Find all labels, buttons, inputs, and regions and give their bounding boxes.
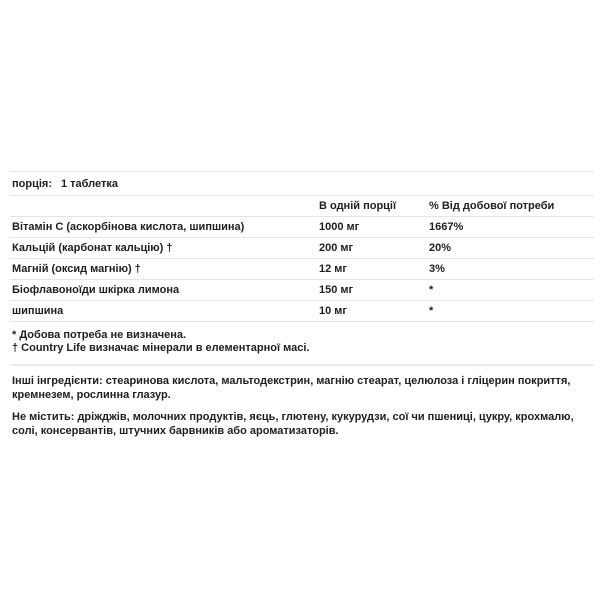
nutrient-amount: 10 мг — [319, 305, 348, 317]
table-header-row — [10, 196, 594, 217]
nutrient-name: Магній (оксид магнію) † — [12, 263, 141, 275]
table-row — [10, 280, 594, 301]
nutrient-name: Біофлавоноїди шкірка лимона — [12, 284, 180, 296]
nutrient-dv: 20% — [429, 242, 452, 254]
other-ingredients-paragraph: Інші інгредієнти: стеаринова кислота, мальтодекстрин, магнію стеарат, целюлоза і гліцерин покриття, кремнезем, рослинна глазур. — [12, 375, 571, 401]
table-row — [10, 259, 594, 280]
nutrient-amount: 12 мг — [319, 263, 348, 275]
nutrient-dv: 3% — [429, 263, 445, 275]
nutrient-name: Кальцій (карбонат кальцію) † — [12, 242, 173, 254]
nutrient-amount: 200 мг — [319, 242, 354, 254]
table-row — [10, 301, 594, 322]
dv-column-header: % Від добової потреби — [429, 200, 555, 212]
serving-row — [10, 171, 594, 196]
supplement-facts-panel — [10, 171, 594, 438]
nutrient-amount: 1000 мг — [319, 221, 360, 233]
amount-column-header: В одній порції — [319, 200, 397, 212]
nutrient-name: шипшина — [12, 305, 64, 317]
nutrient-name: Вітамін С (аскорбінова кислота, шипшина) — [12, 221, 245, 233]
footnote-daily-value: * Добова потреба не визначена. — [12, 329, 187, 341]
serving-label: порція: — [12, 177, 52, 190]
nutrient-dv: * — [429, 305, 434, 317]
footnotes-block — [10, 322, 594, 366]
table-row — [10, 238, 594, 259]
table-row — [10, 217, 594, 238]
nutrient-amount: 150 мг — [319, 284, 354, 296]
footnote-elemental-mass: † Country Life визначає мінерали в елементарної масі. — [12, 342, 310, 354]
does-not-contain-paragraph: Не містить: дріжджів, молочних продуктів, яєць, глютену, кукурудзи, сої чи пшениці, цукру, крохмалю, солі, консервантів, штучних барвників або ароматизаторів. — [12, 411, 574, 437]
nutrient-dv: 1667% — [429, 221, 464, 233]
nutrient-dv: * — [429, 284, 434, 296]
serving-value: 1 таблетка — [60, 177, 119, 190]
